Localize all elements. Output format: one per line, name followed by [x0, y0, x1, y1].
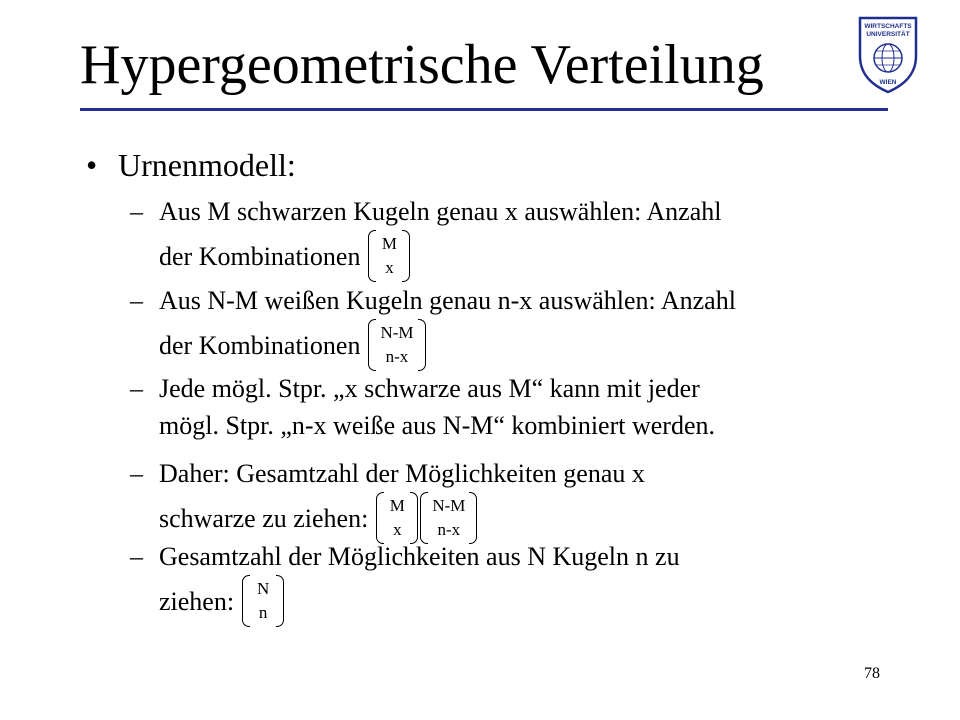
- item-line1: Aus N-M weißen Kugeln genau n-x auswählen: Anzahl: [159, 286, 736, 315]
- bullet-dot: •: [86, 147, 98, 183]
- binomial-M-x: M x: [368, 230, 410, 282]
- item-line1: Jede mögl. Stpr. „x schwarze aus M“ kann mit jeder: [159, 374, 700, 403]
- bullet-text: Urnenmodell:: [118, 147, 296, 183]
- item-dash: –: [130, 286, 143, 315]
- item-line2: ziehen:: [159, 586, 235, 616]
- item-line2: der Kombinationen: [159, 241, 361, 271]
- binomial-M-x: M x: [376, 492, 418, 544]
- logo-line1: WIRTSCHAFTS: [864, 23, 912, 30]
- page-number: 78: [864, 665, 880, 682]
- binomial-NM-nx: N-M n-x: [420, 492, 477, 544]
- item-dash: –: [130, 459, 143, 488]
- item-line1: Daher: Gesamtzahl der Möglichkeiten genau x: [159, 459, 645, 488]
- item-line1: Aus M schwarzen Kugeln genau x auswählen: Anzahl: [159, 197, 722, 226]
- title-underline: [80, 108, 888, 111]
- item-dash: –: [130, 542, 143, 571]
- item-line1: Gesamtzahl der Möglichkeiten aus N Kugeln n zu: [159, 542, 680, 571]
- logo-line3: WIEN: [879, 79, 897, 86]
- slide-title: Hypergeometrische Verteilung: [80, 34, 764, 96]
- binomial-NM-nx: N-M n-x: [368, 319, 425, 371]
- university-logo-icon: [856, 14, 920, 94]
- logo-line2: UNIVERSITÄT: [866, 31, 910, 38]
- item-dash: –: [130, 197, 143, 226]
- item-line2: mögl. Stpr. „n-x weiße aus N-M“ kombiniert werden.: [159, 411, 715, 440]
- binomial-N-n: N n: [242, 575, 284, 627]
- item-line2: schwarze zu ziehen:: [159, 503, 369, 533]
- item-line2: der Kombinationen: [159, 330, 361, 360]
- item-dash: –: [130, 374, 143, 403]
